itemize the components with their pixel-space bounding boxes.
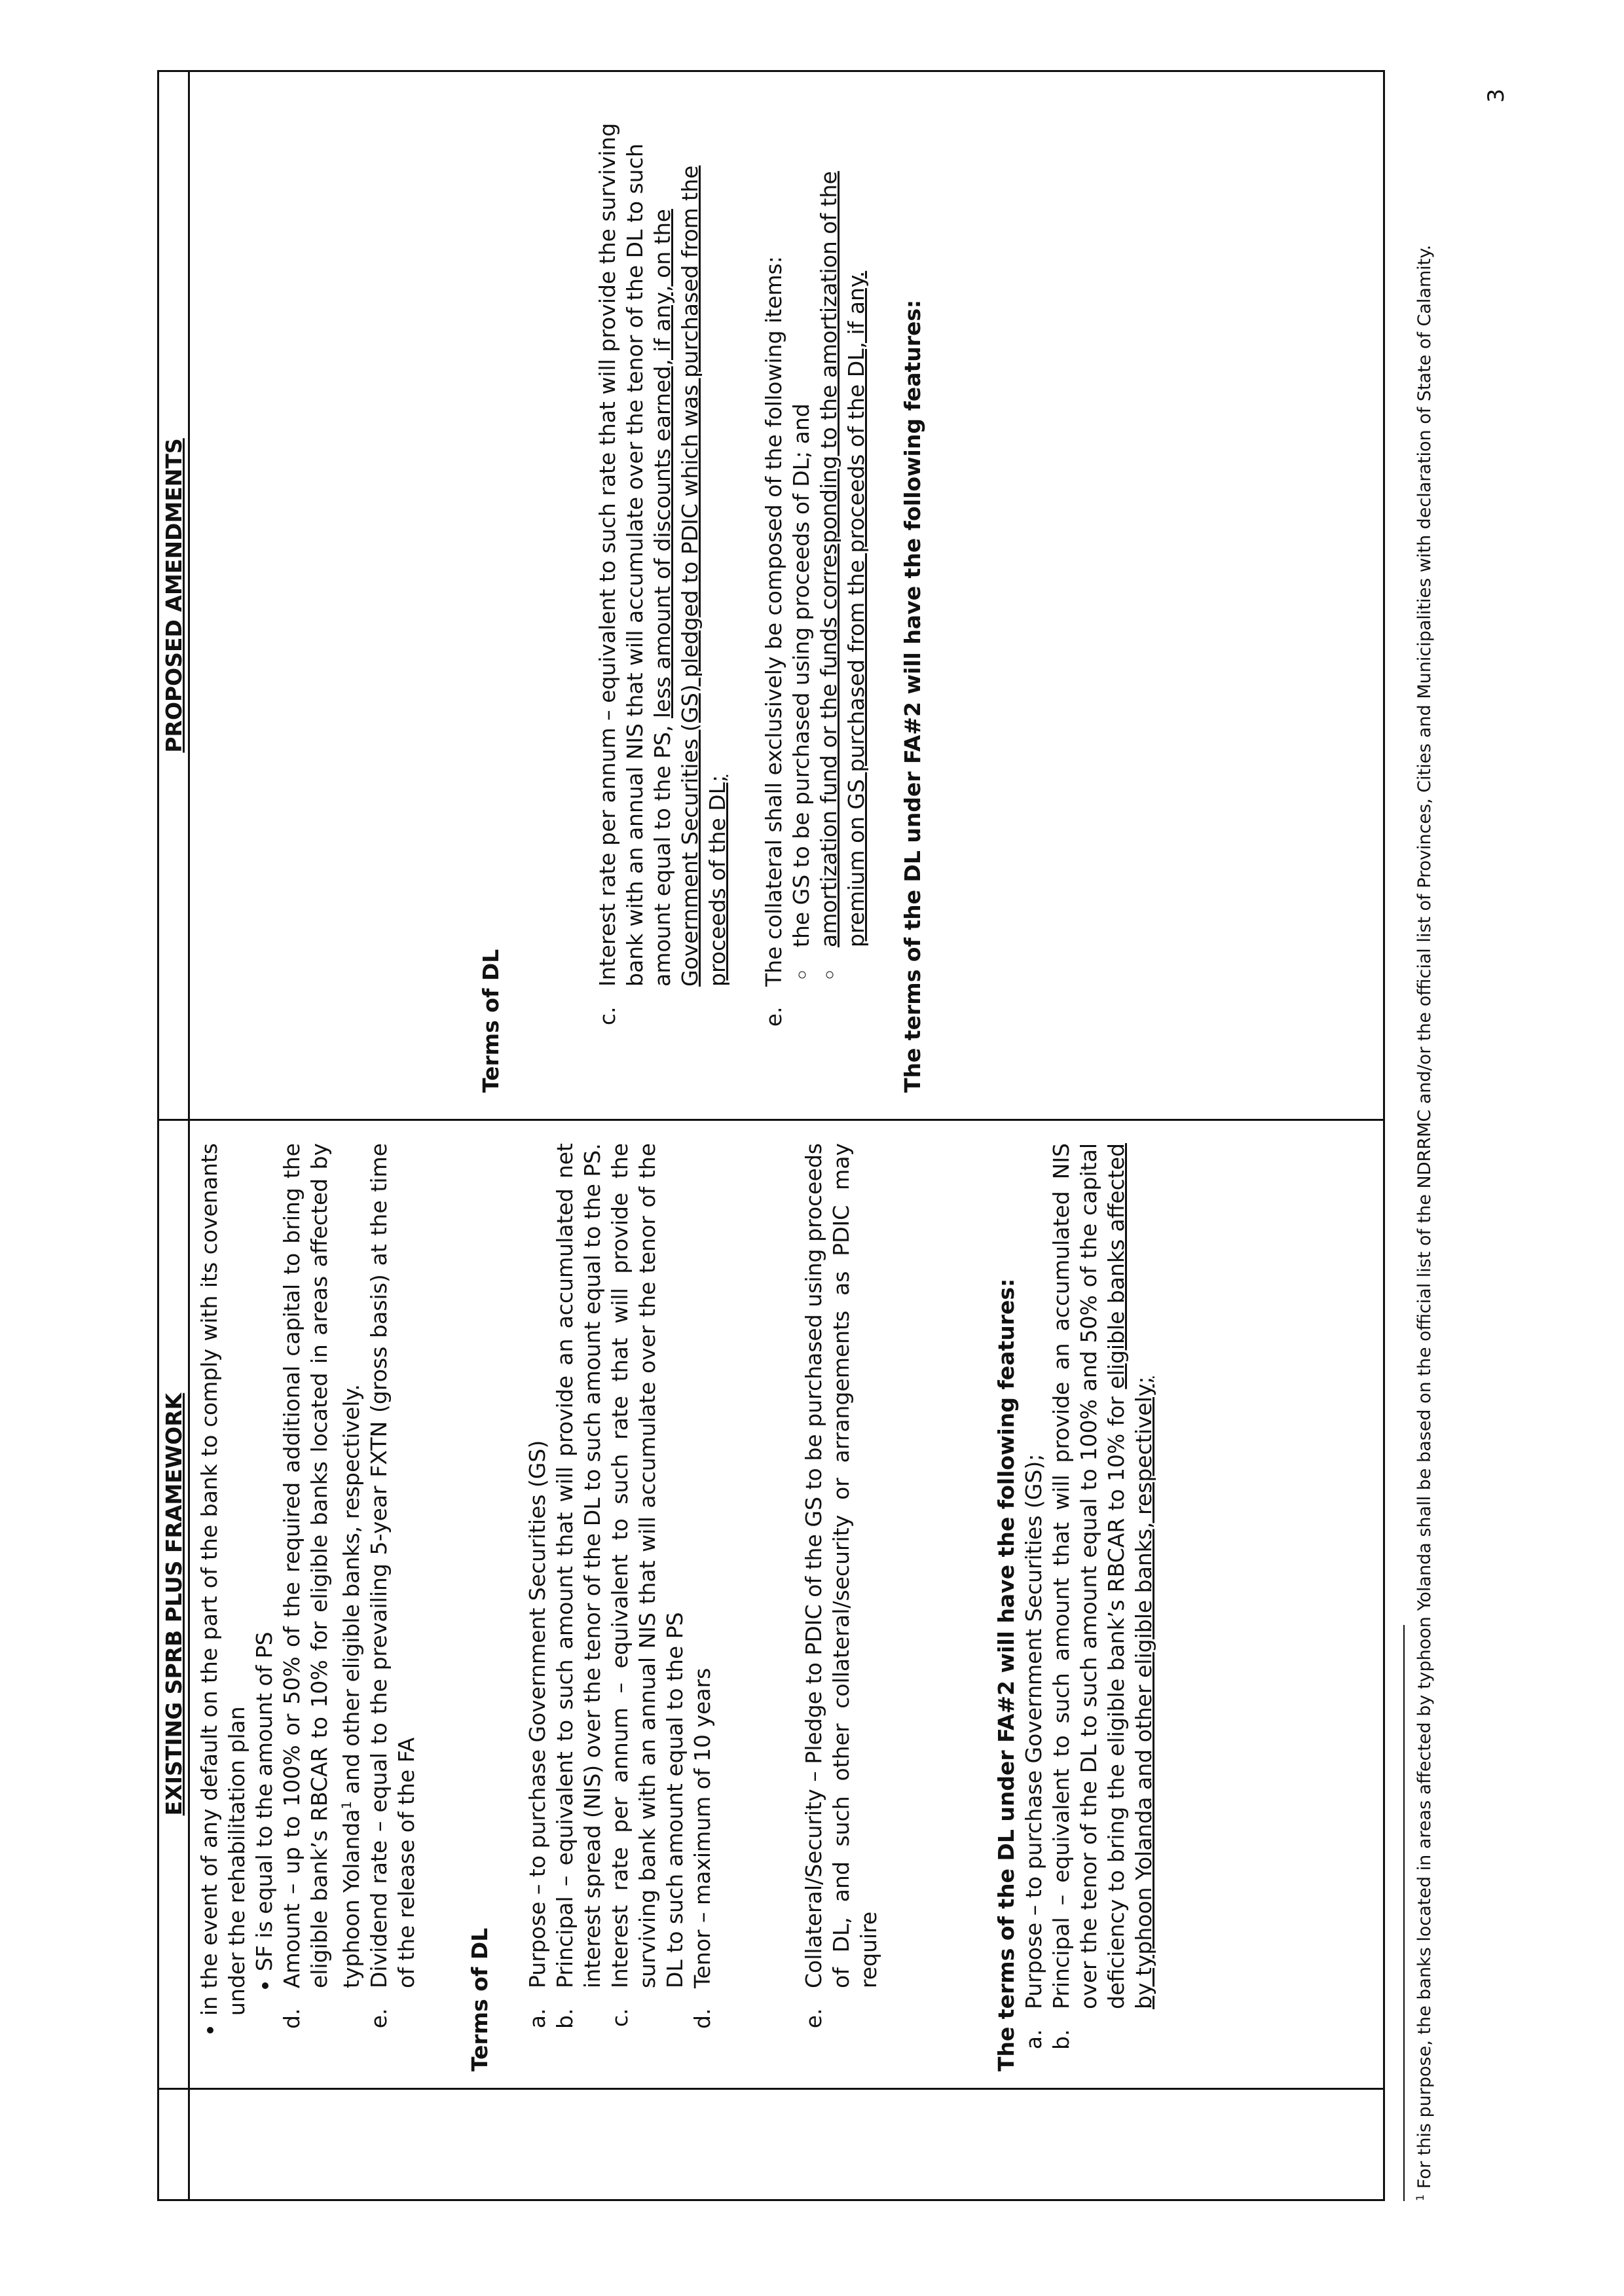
fa2-principal: b. Principal – equivalent to such amount that will provide an accumulated NIS over the tenor of the DL to such amount equal to 100% and 50% of the capital deficiency to bring the eligible bank’s RBCAR to 10% for eligible banks affected by typhoon Yolanda and other eligible banks, respectively; xyxy=(1048,1143,1158,2022)
footnote: $^1$ For this purpose, the banks located in areas affected by typhoon Yolanda shall be based on the official list of the NDRRMC and/or the official list of Provinces, Cities and Municipalities with declaration of State of Calamity. xyxy=(1414,244,1435,2201)
proposed-item-c xyxy=(594,98,731,1047)
existing-column-header: EXISTING SPRB PLUS FRAMEWORK xyxy=(161,1393,187,1816)
existing-body xyxy=(196,1142,1158,2071)
proposed-collateral: e. The collateral shall exclusively be composed of the following items: ◦ the GS to be purchased using proceeds of DL; and ◦ amortization fund or the funds corresponding to the amortization of the premium on GS purchased from the proceeds of the DL, if any. xyxy=(760,98,870,1000)
proposed-fa2-heading: The terms of the DL under FA#2 will have the following features: xyxy=(900,299,925,1093)
fa2-purpose: a. Purpose – to purchase Government Securities (GS); xyxy=(1020,1143,1048,2022)
term-tenor: d. Tenor – maximum of 10 years xyxy=(689,1143,716,2001)
existing-terms-list xyxy=(524,1143,716,2049)
footnote-ref: 1 xyxy=(339,1800,354,1810)
proposed-item-e xyxy=(760,98,870,1047)
header-divider xyxy=(188,72,190,1119)
existing-items-d-e xyxy=(278,1143,420,2049)
collateral-items xyxy=(788,98,870,987)
collateral-amortization: ◦ amortization fund or the funds corresponding to the amortization of the premium on GS purchased from the proceeds of the DL, if any. xyxy=(815,98,870,960)
footnote-marker: 1 xyxy=(1414,2194,1426,2201)
item-amount: d. Amount – up to 100% or 50% of the required additional capital to bring the eligible bank’s RBCAR to 10% for eligible banks located in areas affected by typhoon Yolanda$^1$ and other eligible banks, respectively. xyxy=(278,1143,365,2001)
comparison-table xyxy=(157,70,1385,2201)
existing-column xyxy=(159,1119,1383,2088)
proposed-terms-heading: Terms of DL xyxy=(478,949,504,1093)
proposed-body xyxy=(196,98,927,1093)
footnote-divider xyxy=(1403,1625,1405,2201)
term-collateral: e. Collateral/Security – Pledge to PDIC of the GS to be purchased using proceeds of DL, and such other collateral/security or arrangements as PDIC may require xyxy=(800,1143,883,2001)
existing-terms-list-e xyxy=(800,1143,883,2049)
term-principal: b. Principal – equivalent to such amount that will provide an accumulated net interest spread (NIS) over the tenor of the DL to such amount equal to the PS. xyxy=(551,1143,606,2001)
header-divider xyxy=(188,1121,190,2088)
proposed-column-header: PROPOSED AMENDMENTS xyxy=(161,438,187,753)
proposed-interest-rate: c. Interest rate per annum – equivalent to such rate that will provide the surviving bank with an annual NIS that will accumulate over the tenor of the DL to such amount equal to the PS, less amount of discounts earned, if any, on the Government Securities (GS) pledged to PDIC which was purchased from the proceeds of the DL; xyxy=(594,98,731,1000)
existing-fa2-heading: The terms of the DL under FA#2 will have the following features: xyxy=(993,1278,1019,2071)
term-interest-rate: c. Interest rate per annum – equivalent to such rate that will provide the surviving bank with an annual NIS that will accumulate over the tenor of the DL to such amount equal to the PS xyxy=(606,1143,689,2001)
default-bullet: • in the event of any default on the part of the bank to comply with its covenants under the rehabilitation plan xyxy=(196,1143,251,2016)
header-divider xyxy=(188,2090,190,2199)
proposed-column xyxy=(159,72,1383,1119)
sf-bullet: • SF is equal to the amount of PS xyxy=(251,1143,278,1971)
sf-bullets xyxy=(251,1143,278,2049)
existing-terms-heading: Terms of DL xyxy=(467,1927,492,2071)
term-purpose: a. Purpose – to purchase Government Securities (GS) xyxy=(524,1143,551,2001)
item-dividend-rate: e. Dividend rate – equal to the prevailing 5-year FXTN (gross basis) at the time of the release of the FA xyxy=(365,1143,420,2001)
existing-fa2-list xyxy=(1020,1143,1158,2049)
existing-top-bullets xyxy=(196,1143,251,2049)
page-number: 3 xyxy=(1483,88,1509,103)
blank-column xyxy=(159,2088,1383,2199)
collateral-gs: ◦ the GS to be purchased using proceeds of DL; and xyxy=(788,98,815,960)
